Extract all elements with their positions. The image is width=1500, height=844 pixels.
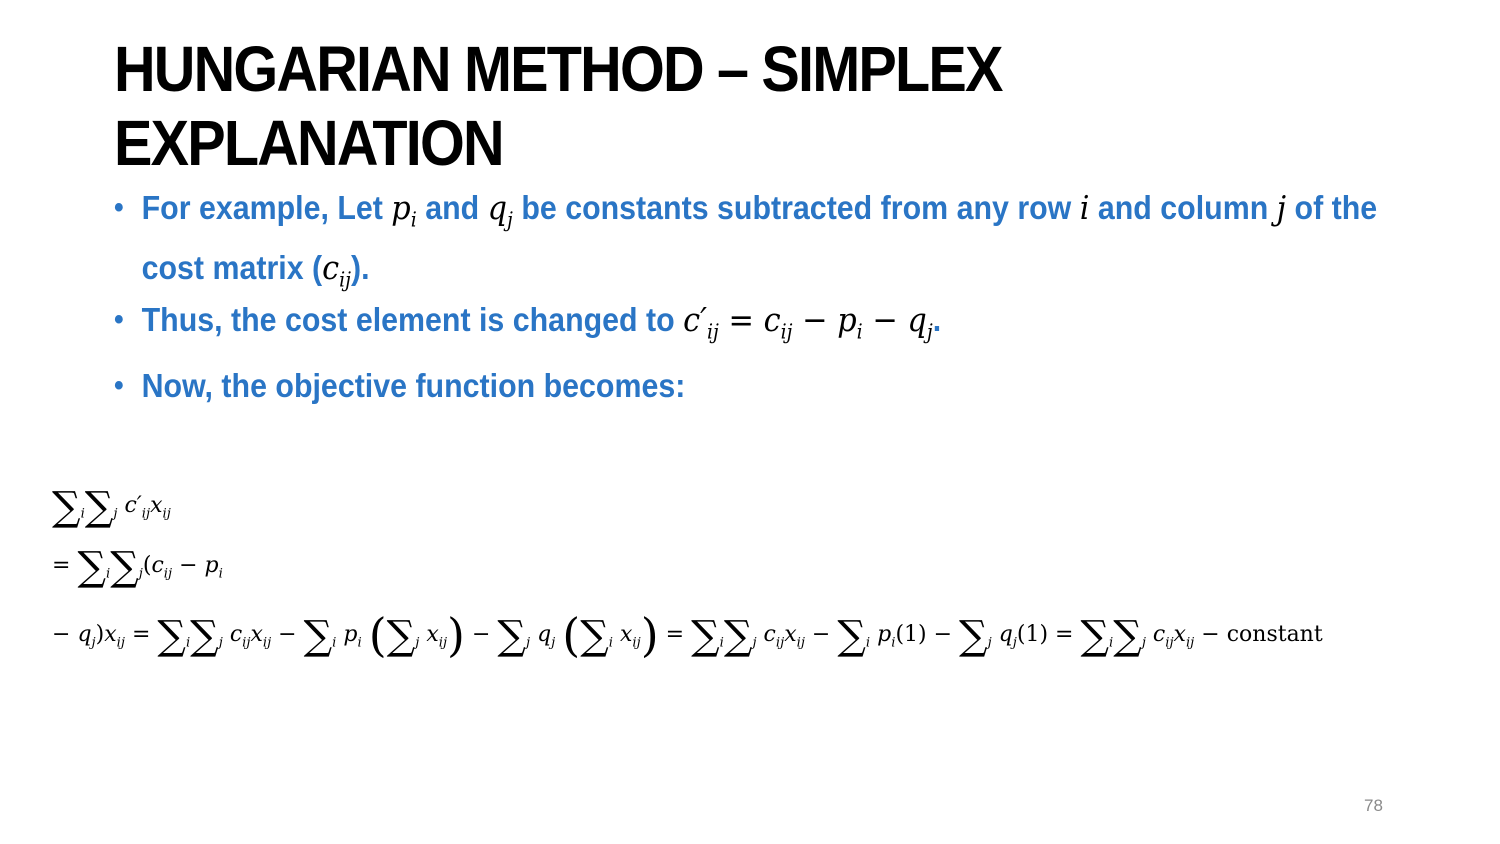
equation-line-2: = $\sum_i\sum_j(c_{ij} - p_i$ — [52, 544, 223, 590]
bullet-text-2: Thus, the cost element is changed to $c'_{ij} = c_{ij} - p_i - q_j$. — [141, 300, 942, 344]
slide-title-line2: EXPLANATION — [114, 107, 503, 179]
bullet-dot-icon: • — [114, 191, 124, 224]
bullet-text-3: Now, the objective function becomes: — [141, 367, 686, 404]
bullet-dot-icon: • — [114, 369, 124, 402]
slide-title-line1: HUNGARIAN METHOD – SIMPLEX — [114, 33, 1002, 105]
page-number: 78 — [1364, 796, 1383, 815]
equation-line-1: $\sum_i\sum_j$ $c'_{ij}x_{ij}$ — [52, 484, 171, 530]
bullet-text-1: For example, Let $p_i$ and $q_j$ be constants subtracted from any row i and column j of the cost matrix $(c_{ij})$. — [141, 188, 1378, 292]
bullet-dot-icon: • — [114, 303, 124, 336]
equation-line-3: − $q_j)x_{ij} = \sum_i\sum_j$ $c_{ij}x_{ij} - \sum_i$ $p_i$ ($\sum_j$ $x_{ij}) - \sum_j$ $q_j$ ($\sum_i$ $x_{ij}) = \sum_i\sum_j$ $c_{ij}x_{ij} - \sum_i$ $p_i(1) - \sum_j$ $q_j(1) = \sum_i\sum_j$ $c_{ij}x_{ij}$ − constant — [52, 608, 1323, 662]
constant-word: constant — [1226, 622, 1323, 647]
slide-title — [114, 32, 1194, 180]
